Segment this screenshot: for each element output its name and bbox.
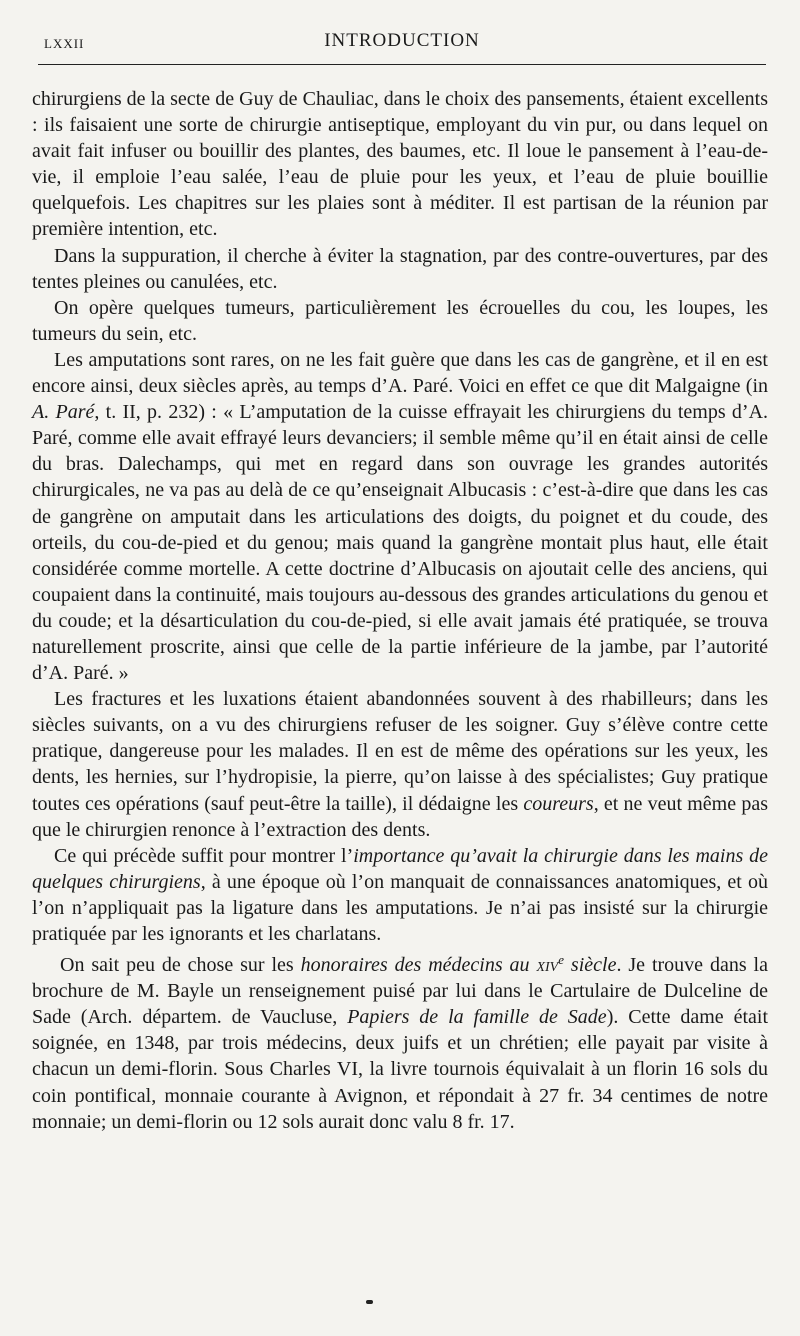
paragraph-2: Dans la suppuration, il cherche à éviter la stagnation, par des contre-ouvertures, par des tentes pleines ou canulées, etc. xyxy=(32,244,768,293)
header-rule xyxy=(38,64,766,65)
page-header xyxy=(38,26,766,60)
paragraph-1: chirurgiens de la secte de Guy de Chauliac, dans le choix des pansements, étaient excellents : ils faisaient une sorte de chirurgie antiseptique, employant du vin pur, ou dans lequel on avait fait infuser ou bouillir des plantes, des baumes, etc. Il loue le pansement à l’eau-de-vie, il emploie l’eau salée, l’eau de pluie pour les yeux, et l’eau de pluie bouillie quelquefois. Les chapitres sur les plaies sont à méditer. Il est partisan de la réunion par première intention, etc. xyxy=(32,88,768,241)
emphasis-honoraires: honoraires des médecins au xiv$^e$ siècle xyxy=(300,952,617,977)
paragraph-5: Les fractures et les luxations étaient abandonnées souvent à des rhabilleurs; dans les siècles suivants, on a vu des chirurgiens refuser de les soigner. Guy s’élève contre cette pratique, dangereuse pour les malades. Il en est de même des opérations sur les yeux, les dents, les hernies, sur l’hydropisie, la pierre, qu’on laisse à des spécialistes; Guy pratique toutes ces opérations (sauf peut-être la taille), il dédaigne les coureurs, et ne veut même pas que le chirurgien renonce à l’extraction des dents. xyxy=(32,688,768,841)
emphasis-coureurs: coureurs xyxy=(523,792,594,815)
cited-archive-title: Papiers de la famille de Sade xyxy=(347,1006,607,1029)
paragraph-6: Ce qui précède suffit pour montrer l’importance qu’avait la chirurgie dans les mains de quelques chirurgiens, à une époque où l’on manquait de connaissances anatomiques, et où l’on n’appliquait pas la ligature dans les amputations. Je n’ai pas insisté sur la chirurgie pratiquée par les ignorants et les charlatans. xyxy=(32,844,769,945)
cited-work-title: A. Paré xyxy=(32,401,95,424)
signature-mark xyxy=(366,1300,373,1304)
body-text xyxy=(32,86,768,1135)
paragraph-3: On opère quelques tumeurs, particulièrement les écrouelles du cou, les loupes, les tumeurs du sein, etc. xyxy=(32,296,768,345)
paragraph-7: On sait peu de chose sur les honoraires des médecins au xiv$^e$ siècle. Je trouve dans la brochure de M. Bayle un renseignement puisé par lui dans le Cartulaire de Dulceline de Sade (Arch. départem. de Vaucluse, Papiers de la famille de Sade). Cette dame était soignée, en 1348, par trois médecins, deux juifs et un chrétien; elle payait par visite à chacun un demi-florin. Sous Charles VI, la livre tournois équivalait à un florin 16 sols du coin pontifical, monnaie courante à Avignon, et répondait à 27 fr. 34 centimes de notre monnaie; un demi-florin ou 12 sols aurait donc valu 8 fr. 17. xyxy=(32,952,769,1133)
running-title: INTRODUCTION xyxy=(324,30,480,51)
paragraph-4: Les amputations sont rares, on ne les fait guère que dans les cas de gangrène, et il en est encore ainsi, deux siècles après, au temps d’A. Paré. Voici en effet ce que dit Malgaigne (in A. Paré, t. II, p. 232) : « L’amputation de la cuisse effrayait les chirurgiens du temps d’A. Paré, comme elle avait effrayé leurs devanciers; il semble même qu’il en était ainsi de celle du bras. Dalechamps, qui met en regard dans son ouvrage les grandes autorités chirurgicales, ne va pas au delà de ce qu’enseignait Albucasis : c’est-à-dire que dans les cas de gangrène on amputait dans les articulations des doigts, du poignet et du coude, des orteils, du cou-de-pied et du genou; mais quand la gangrène montait plus haut, elle était considérée comme mortelle. A cette doctrine d’Albucasis on ajoutait celle des anciens, qui coupaient dans la continuité, mais toujours au-dessous des grandes articulations du genou et du coude; et la désarticulation du cou-de-pied, si elle avait jamais été pratiquée, se trouva naturellement proscrite, ainsi que celle de la partie inférieure de la jambe, par l’autorité d’A. Paré. » xyxy=(32,348,769,685)
emphasis-importance: importance qu’avait la chirurgie dans les mains de quelques chirurgiens xyxy=(32,844,769,893)
page-number: LXXII xyxy=(44,36,85,51)
